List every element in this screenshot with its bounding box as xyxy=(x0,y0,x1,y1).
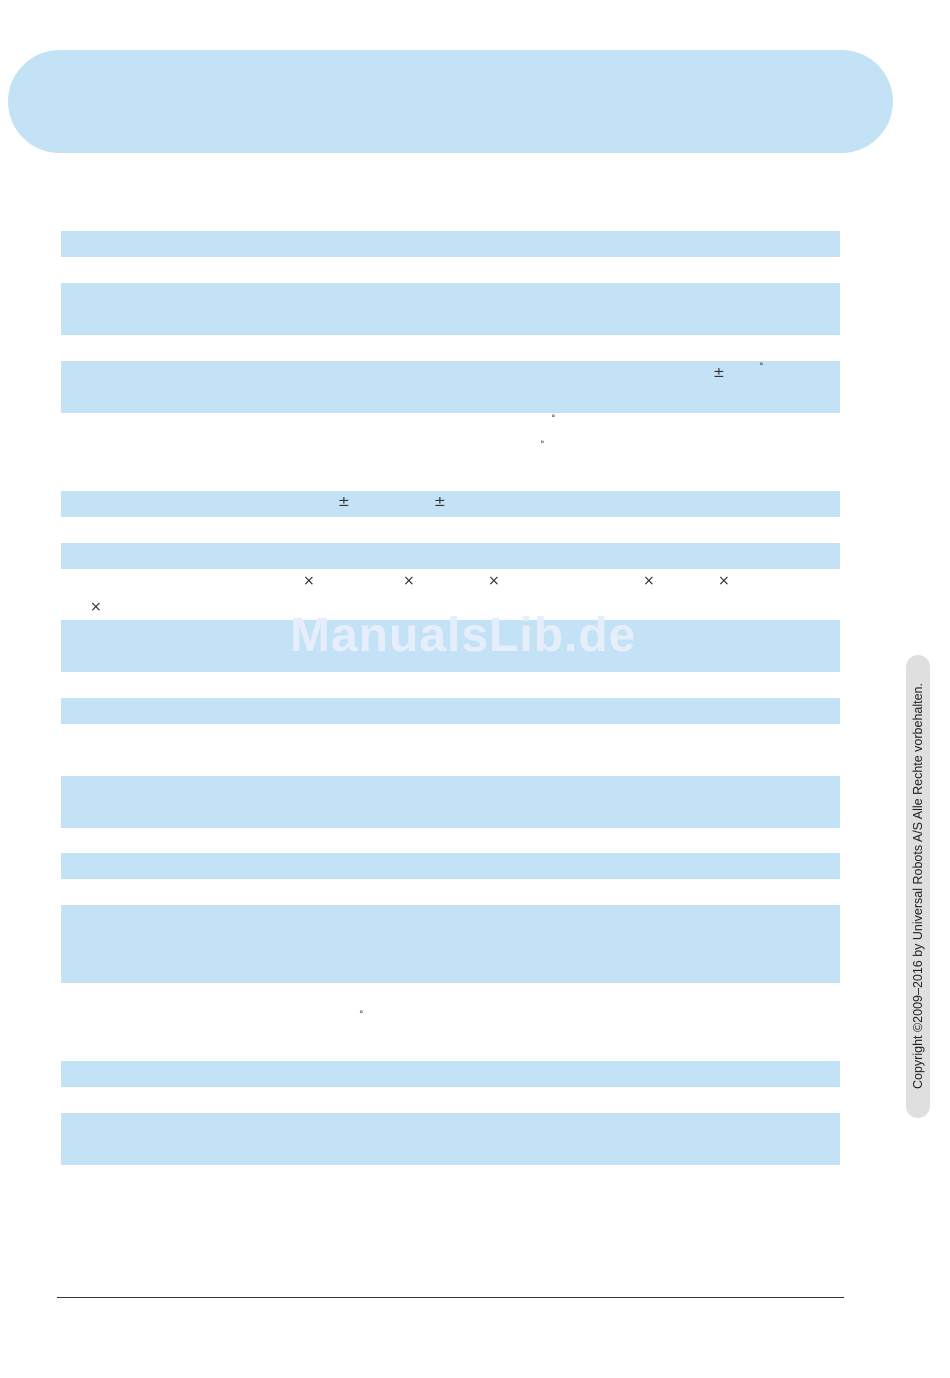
copyright-notice: Copyright ©2009–2016 by Universal Robots A/S Alle Rechte vorbehalten. xyxy=(911,683,925,1089)
degree-symbol: ° xyxy=(759,362,764,372)
degree-symbol: ° xyxy=(551,414,556,424)
plus-minus-symbol: ± xyxy=(713,365,725,381)
spec-row xyxy=(61,853,840,879)
plus-minus-symbol: ± xyxy=(434,494,446,510)
spec-row xyxy=(61,905,840,983)
spec-row xyxy=(61,543,840,569)
times-symbol: × xyxy=(90,599,102,615)
times-symbol: × xyxy=(303,573,315,589)
footer-rule xyxy=(57,1297,844,1298)
times-symbol: × xyxy=(643,573,655,589)
spec-row xyxy=(61,1113,840,1165)
spec-row xyxy=(61,776,840,828)
spec-row xyxy=(61,698,840,724)
watermark: ManualsLib.de xyxy=(290,609,637,662)
spec-row xyxy=(61,491,840,517)
degree-symbol: ° xyxy=(540,440,545,450)
spec-row xyxy=(61,1061,840,1087)
times-symbol: × xyxy=(488,573,500,589)
plus-minus-symbol: ± xyxy=(338,494,350,510)
spec-table xyxy=(61,0,840,1378)
spec-row xyxy=(61,283,840,335)
times-symbol: × xyxy=(718,573,730,589)
degree-symbol: ° xyxy=(359,1010,364,1020)
times-symbol: × xyxy=(403,573,415,589)
spec-row xyxy=(61,231,840,257)
